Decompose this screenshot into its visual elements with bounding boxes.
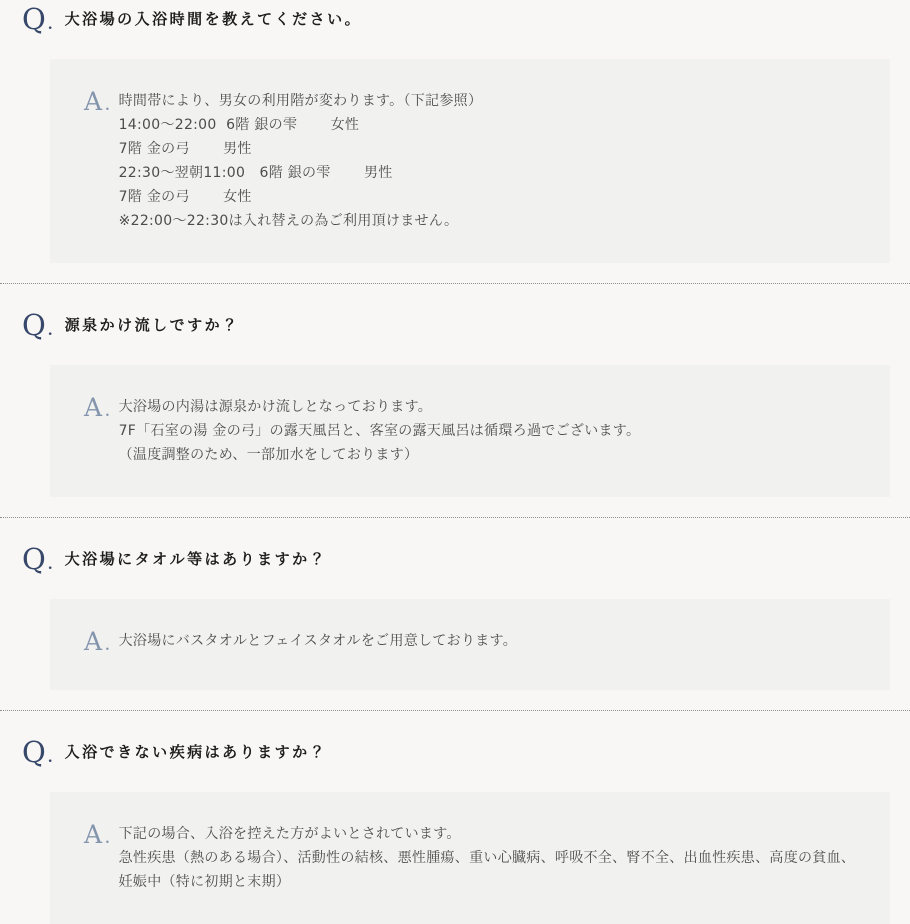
- faq-item: [0, 544, 910, 690]
- answer-box: [50, 599, 890, 690]
- faq-item: [0, 4, 910, 263]
- question-mark: Q .: [22, 542, 53, 576]
- answer-line: 7F「石室の湯 金の弓」の露天風呂と、客室の露天風呂は循環ろ過でございます。: [118, 423, 641, 439]
- answer-line: 急性疾患（熱のある場合）、活動性の結核、悪性腫瘍、重い心臓病、呼吸不全、腎不全、出血性疾患、高度の貧血、: [118, 850, 856, 866]
- section-divider: [0, 517, 910, 518]
- question-mark-dot: .: [47, 750, 53, 766]
- answer-line: 大浴場にバスタオルとフェイスタオルをご用意しております。: [118, 633, 518, 649]
- answer-line: （温度調整のため、一部加水をしております）: [118, 447, 419, 463]
- question-row: [22, 310, 910, 340]
- question-mark-dot: .: [47, 17, 53, 33]
- question-mark: Q .: [22, 308, 53, 342]
- answer-line: 大浴場の内湯は源泉かけ流しとなっております。: [118, 399, 433, 415]
- section-divider: [0, 710, 910, 711]
- section-divider: [0, 283, 910, 284]
- question-row: [22, 544, 910, 574]
- answer-line: ※22:00～22:30は入れ替えの為ご利用頂けません。: [118, 213, 459, 229]
- answer-mark-dot: .: [105, 639, 110, 654]
- faq-item: [0, 310, 910, 497]
- answer-line: 22:30～翌朝11:00 6階 銀の雫 男性: [118, 165, 393, 181]
- answer-mark: A .: [84, 820, 110, 849]
- question-row: [22, 737, 910, 767]
- answer-line: 下記の場合、入浴を控えた方がよいとされています。: [118, 826, 461, 842]
- answer-mark-dot: .: [105, 832, 110, 847]
- answer-box: [50, 365, 890, 497]
- question-mark-dot: .: [47, 323, 53, 339]
- answer-text: [119, 395, 641, 467]
- answer-text: [119, 822, 856, 894]
- answer-mark-dot: .: [105, 99, 110, 114]
- answer-text: [119, 89, 483, 233]
- answer-line: 7階 金の弓 女性: [118, 189, 252, 205]
- answer-line: 7階 金の弓 男性: [118, 141, 252, 157]
- answer-mark: A .: [84, 87, 110, 116]
- answer-text: [119, 629, 517, 653]
- question-row: [22, 4, 910, 34]
- answer-line: 14:00～22:00 6階 銀の雫 女性: [118, 117, 360, 133]
- faq-page: [0, 4, 910, 924]
- answer-line: 時間帯により、男女の利用階が変わります。（下記参照）: [118, 93, 483, 109]
- question-mark: Q .: [22, 735, 53, 769]
- question-text: 入浴できない疾病はありますか？: [64, 743, 328, 761]
- question-text: 大浴場の入浴時間を教えてください。: [64, 10, 363, 28]
- answer-mark: A .: [84, 627, 110, 656]
- question-mark: Q .: [22, 2, 53, 36]
- question-mark-dot: .: [47, 557, 53, 573]
- question-text: 源泉かけ流しですか？: [64, 316, 240, 334]
- answer-mark: A .: [84, 393, 110, 422]
- answer-line: 妊娠中（特に初期と末期）: [118, 874, 291, 890]
- answer-box: [50, 792, 890, 924]
- answer-mark-dot: .: [105, 405, 110, 420]
- question-text: 大浴場にタオル等はありますか？: [64, 550, 328, 568]
- answer-box: [50, 59, 890, 263]
- faq-item: [0, 737, 910, 924]
